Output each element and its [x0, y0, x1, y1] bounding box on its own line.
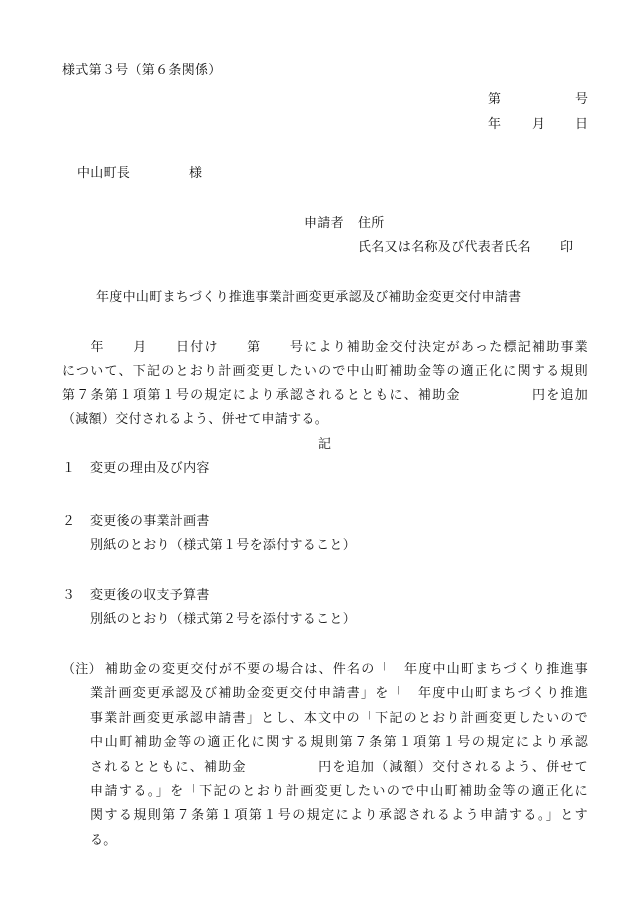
item-number: ３ [62, 588, 76, 603]
body-line: について、下記のとおり計画変更したいので中山町補助金等の適正化に関する規則 [62, 364, 588, 379]
note-line: る。 [90, 833, 117, 848]
note-line: 申請する。」を「下記のとおり計画変更したいので中山町補助金等の適正化に [90, 784, 588, 799]
note-line: 業計画変更承認及び補助金変更交付申請書」を「 年度中山町まちづくり推進 [90, 686, 588, 701]
addressee-honorific: 様 [189, 166, 203, 181]
note-line: 関する規則第７条第１項第１号の規定により承認されるよう申請する。」とす [90, 808, 588, 823]
note-label: （注） [62, 662, 102, 677]
note-line: 事業計画変更承認申請書」とし、本文中の「下記のとおり計画変更したいので [90, 711, 588, 726]
ki-heading: 記 [318, 437, 332, 452]
item-number: ２ [62, 514, 76, 529]
item-number: １ [62, 461, 76, 476]
item-detail: 別紙のとおり（様式第１号を添付すること） [90, 538, 357, 553]
ref-number-suffix: 号 [575, 92, 589, 107]
body-line: （減額）交付されるよう、併せて申請する。 [62, 412, 329, 427]
item-detail: 別紙のとおり（様式第２号を添付すること） [90, 612, 357, 627]
body-line: 第７条第１項第１号の規定により承認されるとともに、補助金 円を追加 [62, 388, 588, 403]
ref-number-prefix: 第 [488, 92, 502, 107]
date-day: 日 [575, 117, 589, 132]
item-title: 変更後の事業計画書 [90, 514, 210, 529]
addressee-name: 中山町長 [77, 166, 131, 181]
date-month: 月 [532, 117, 546, 132]
document-title: 年度中山町まちづくり推進事業計画変更承認及び補助金変更交付申請書 [96, 290, 522, 305]
item-title: 変更の理由及び内容 [90, 461, 210, 476]
applicant-seal: 印 [560, 240, 574, 255]
body-line: 年 月 日付け 第 号により補助金交付決定があった標記補助事業 [62, 340, 588, 355]
item-title: 変更後の収支予算書 [90, 588, 210, 603]
note-line: されるとともに、補助金 円を追加（減額）交付されるよう、併せて [90, 760, 588, 775]
applicant-address-label: 住所 [358, 216, 385, 231]
form-label: 様式第３号（第６条関係） [62, 63, 222, 78]
applicant-role: 申請者 [304, 216, 344, 231]
note-line: 中山町補助金等の適正化に関する規則第７条第１項第１号の規定により承認 [90, 735, 588, 750]
applicant-name-label: 氏名又は名称及び代表者氏名 [358, 240, 531, 255]
note-line: 補助金の変更交付が不要の場合は、件名の「 年度中山町まちづくり推進事 [105, 662, 588, 677]
date-year: 年 [488, 117, 502, 132]
